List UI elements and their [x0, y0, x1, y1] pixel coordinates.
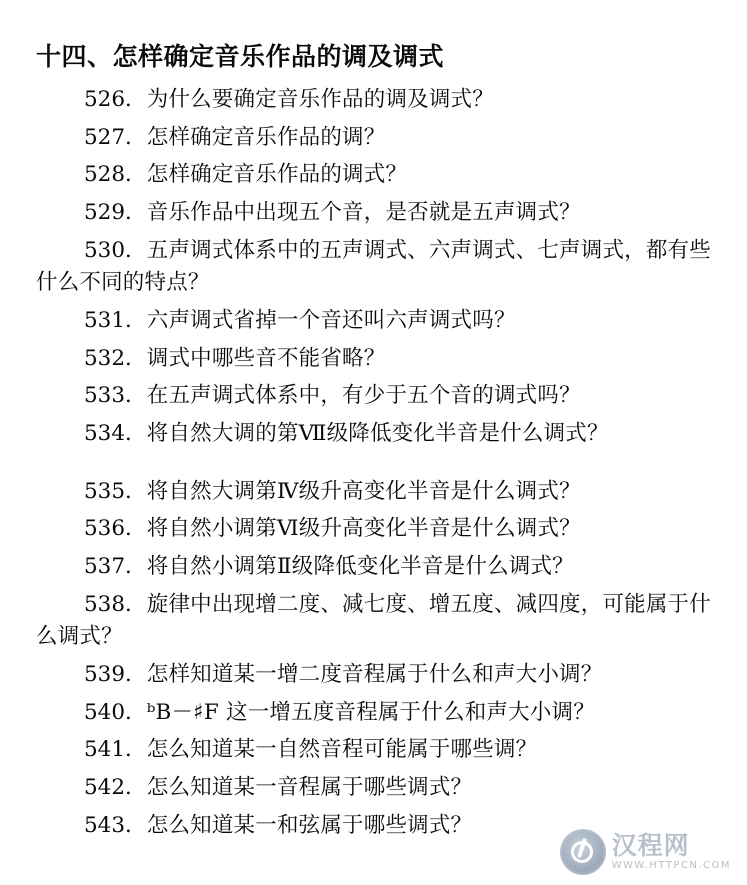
question-entry: [36, 305, 711, 338]
question-number-separator: ．: [125, 478, 147, 504]
question-number-separator: ．: [125, 812, 147, 838]
question-entry: [36, 551, 711, 584]
question-entry: [36, 476, 711, 509]
question-number-separator: ．: [125, 383, 147, 409]
question-entry: [36, 84, 711, 117]
question-text: 六声调式省掉一个音还叫六声调式吗？: [146, 308, 516, 334]
question-text: 将自然大调第Ⅳ级升高变化半音是什么调式？: [146, 478, 581, 504]
question-text: 为什么要确定音乐作品的调及调式？: [146, 87, 494, 112]
question-entry: [36, 589, 711, 654]
question-text: 将自然小调第Ⅱ级降低变化半音是什么调式？: [146, 554, 574, 580]
question-number: 540: [84, 699, 126, 725]
question-number-separator: ．: [125, 421, 147, 447]
question-entry: [36, 772, 711, 805]
question-number-separator: ．: [125, 699, 147, 725]
question-list: [36, 84, 711, 842]
question-text: 怎么知道某一自然音程可能属于哪些调？: [146, 737, 538, 763]
question-number-separator: ．: [125, 308, 147, 334]
question-text: 怎样确定音乐作品的调？: [146, 124, 386, 150]
question-entry: [36, 159, 711, 192]
question-number-separator: ．: [125, 124, 147, 150]
question-number-separator: ．: [125, 662, 147, 688]
question-number: 535: [84, 478, 126, 504]
question-entry: [36, 343, 711, 376]
question-entry: [36, 197, 711, 230]
question-number: 541: [84, 737, 126, 763]
watermark: [560, 829, 731, 875]
question-text: 在五声调式体系中，有少于五个音的调式吗？: [146, 383, 581, 409]
question-number: 542: [84, 775, 126, 801]
question-text: 怎样确定音乐作品的调式？: [146, 162, 408, 188]
question-number-separator: ．: [125, 554, 147, 580]
watermark-site-url: WWW.HTTPCN.COM: [611, 860, 731, 871]
question-number: 531: [84, 308, 126, 334]
question-text: 调式中哪些音不能省略？: [146, 345, 386, 371]
question-number: 527: [84, 124, 126, 150]
question-number-separator: ．: [125, 237, 147, 263]
question-text: 将自然小调第Ⅵ级升高变化半音是什么调式？: [146, 516, 581, 542]
question-number: 530: [84, 237, 126, 263]
watermark-logo-icon: [560, 829, 606, 875]
question-text: 怎样知道某一增二度音程属于什么和声大小调？: [146, 662, 603, 688]
question-number: 538: [84, 591, 126, 617]
question-number: 532: [84, 345, 126, 371]
question-text: 怎么知道某一音程属于哪些调式？: [146, 775, 473, 801]
question-number-separator: ．: [125, 345, 147, 371]
question-number-separator: ．: [125, 200, 147, 226]
question-number: 526: [84, 87, 126, 112]
question-number: 536: [84, 516, 126, 542]
question-number-separator: ．: [125, 162, 147, 188]
question-number: 543: [84, 812, 126, 838]
watermark-text: [612, 833, 731, 871]
question-entry: [36, 659, 711, 692]
question-entry: [36, 697, 711, 730]
question-number-separator: ．: [125, 775, 147, 801]
page-title: 十四、怎样确定音乐作品的调及调式: [36, 42, 445, 71]
question-number-separator: ．: [125, 737, 147, 763]
question-number: 537: [84, 554, 126, 580]
question-text: 五声调式体系中的五声调式、六声调式、七声调式，都有些什么不同的特点？: [36, 237, 711, 296]
question-entry: [36, 418, 711, 451]
question-text: 怎么知道某一和弦属于哪些调式？: [146, 812, 473, 838]
question-number-separator: ．: [125, 591, 147, 617]
question-number: 528: [84, 162, 126, 188]
question-text: 旋律中出现增二度、减七度、增五度、减四度，可能属于什么调式？: [36, 591, 711, 650]
question-number: 534: [84, 421, 126, 447]
question-text: 将自然大调的第Ⅶ级降低变化半音是什么调式？: [146, 421, 609, 447]
question-number: 533: [84, 383, 126, 409]
paragraph-gap: [36, 456, 711, 476]
watermark-site-name: 汉程网: [611, 831, 690, 860]
question-entry: [36, 380, 711, 413]
question-entry: [36, 513, 711, 546]
question-number: 529: [84, 200, 126, 226]
question-text: ᵇB－♯F 这一增五度音程属于什么和声大小调？: [146, 699, 595, 725]
question-entry: [36, 235, 711, 300]
question-number-separator: ．: [125, 516, 147, 542]
question-text: 音乐作品中出现五个音，是否就是五声调式？: [146, 200, 581, 226]
question-entry: [36, 122, 711, 155]
question-number: 539: [84, 662, 126, 688]
question-entry: [36, 734, 711, 767]
question-number-separator: ．: [125, 87, 147, 112]
